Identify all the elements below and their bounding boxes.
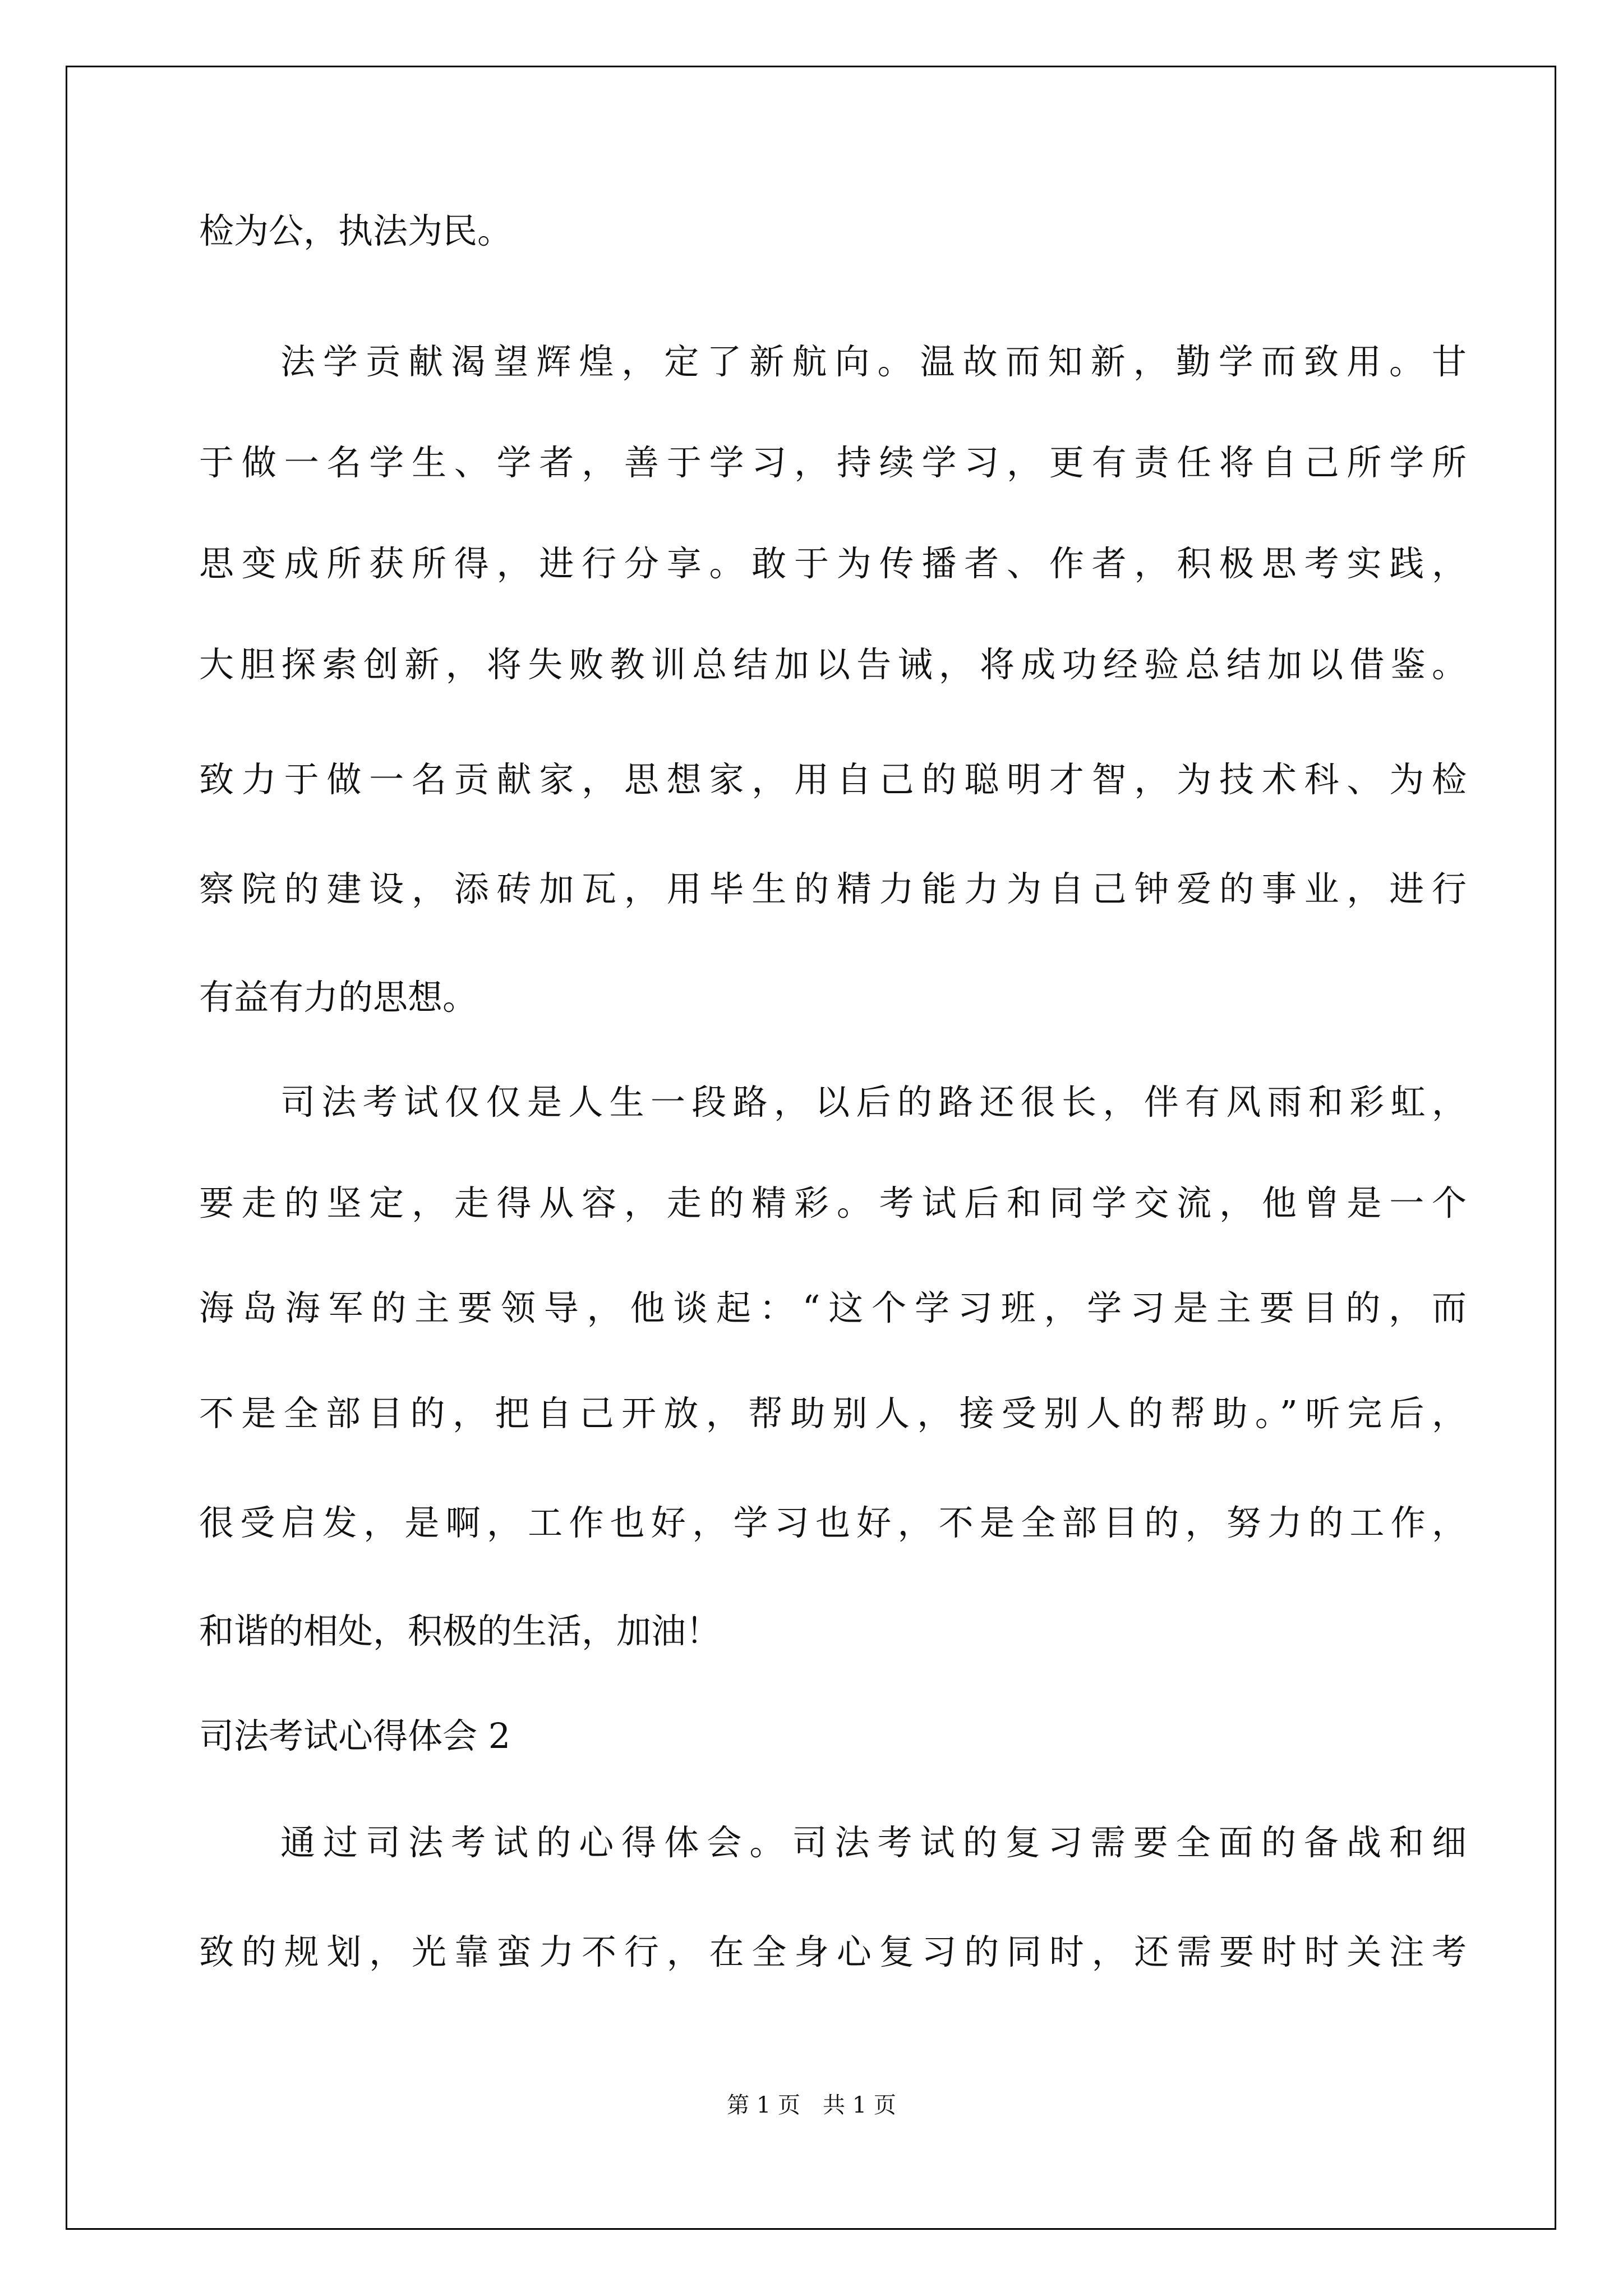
text-line: 察院的建设，添砖加瓦，用毕生的精力能力为自己钟爱的事业，进行 bbox=[199, 868, 1467, 909]
text-line: 很受启发，是啊，工作也好，学习也好，不是全部目的，努力的工作， bbox=[199, 1502, 1467, 1543]
text-line: 检为公，执法为民。 bbox=[199, 210, 513, 251]
page-border bbox=[66, 66, 1556, 2230]
text-line: 和谐的相处，积极的生活，加油！ bbox=[199, 1611, 721, 1651]
text-line: 致的规划，光靠蛮力不行，在全身心复习的同时，还需要时时关注考 bbox=[199, 1931, 1467, 1972]
text-line: 有益有力的思想。 bbox=[199, 977, 478, 1018]
paragraph-start-line: 司法考试仅仅是人生一段路，以后的路还很长，伴有风雨和彩虹， bbox=[280, 1082, 1467, 1122]
page-footer: 第 1 页 共 1 页 bbox=[727, 2092, 896, 2118]
text-line: 致力于做一名贡献家，思想家，用自己的聪明才智，为技术科、为检 bbox=[199, 759, 1467, 800]
paragraph-start-line: 通过司法考试的心得体会。司法考试的复习需要全面的备战和细 bbox=[280, 1822, 1467, 1863]
paragraph-start-line: 法学贡献渴望辉煌，定了新航向。温故而知新，勤学而致用。甘 bbox=[280, 341, 1467, 382]
text-line: 海岛海军的主要领导，他谈起：“这个学习班，学习是主要目的，而 bbox=[199, 1287, 1467, 1328]
section-heading: 司法考试心得体会 2 bbox=[199, 1715, 511, 1756]
text-line: 思变成所获所得，进行分享。敢于为传播者、作者，积极思考实践， bbox=[199, 543, 1467, 584]
text-line: 不是全部目的，把自己开放，帮助别人，接受别人的帮助。”听完后， bbox=[199, 1393, 1467, 1434]
text-line: 于做一名学生、学者，善于学习，持续学习，更有责任将自己所学所 bbox=[199, 442, 1467, 483]
text-line: 大胆探索创新，将失败教训总结加以告诫，将成功经验总结加以借鉴。 bbox=[199, 644, 1467, 685]
text-line: 要走的坚定，走得从容，走的精彩。考试后和同学交流，他曾是一个 bbox=[199, 1182, 1467, 1223]
